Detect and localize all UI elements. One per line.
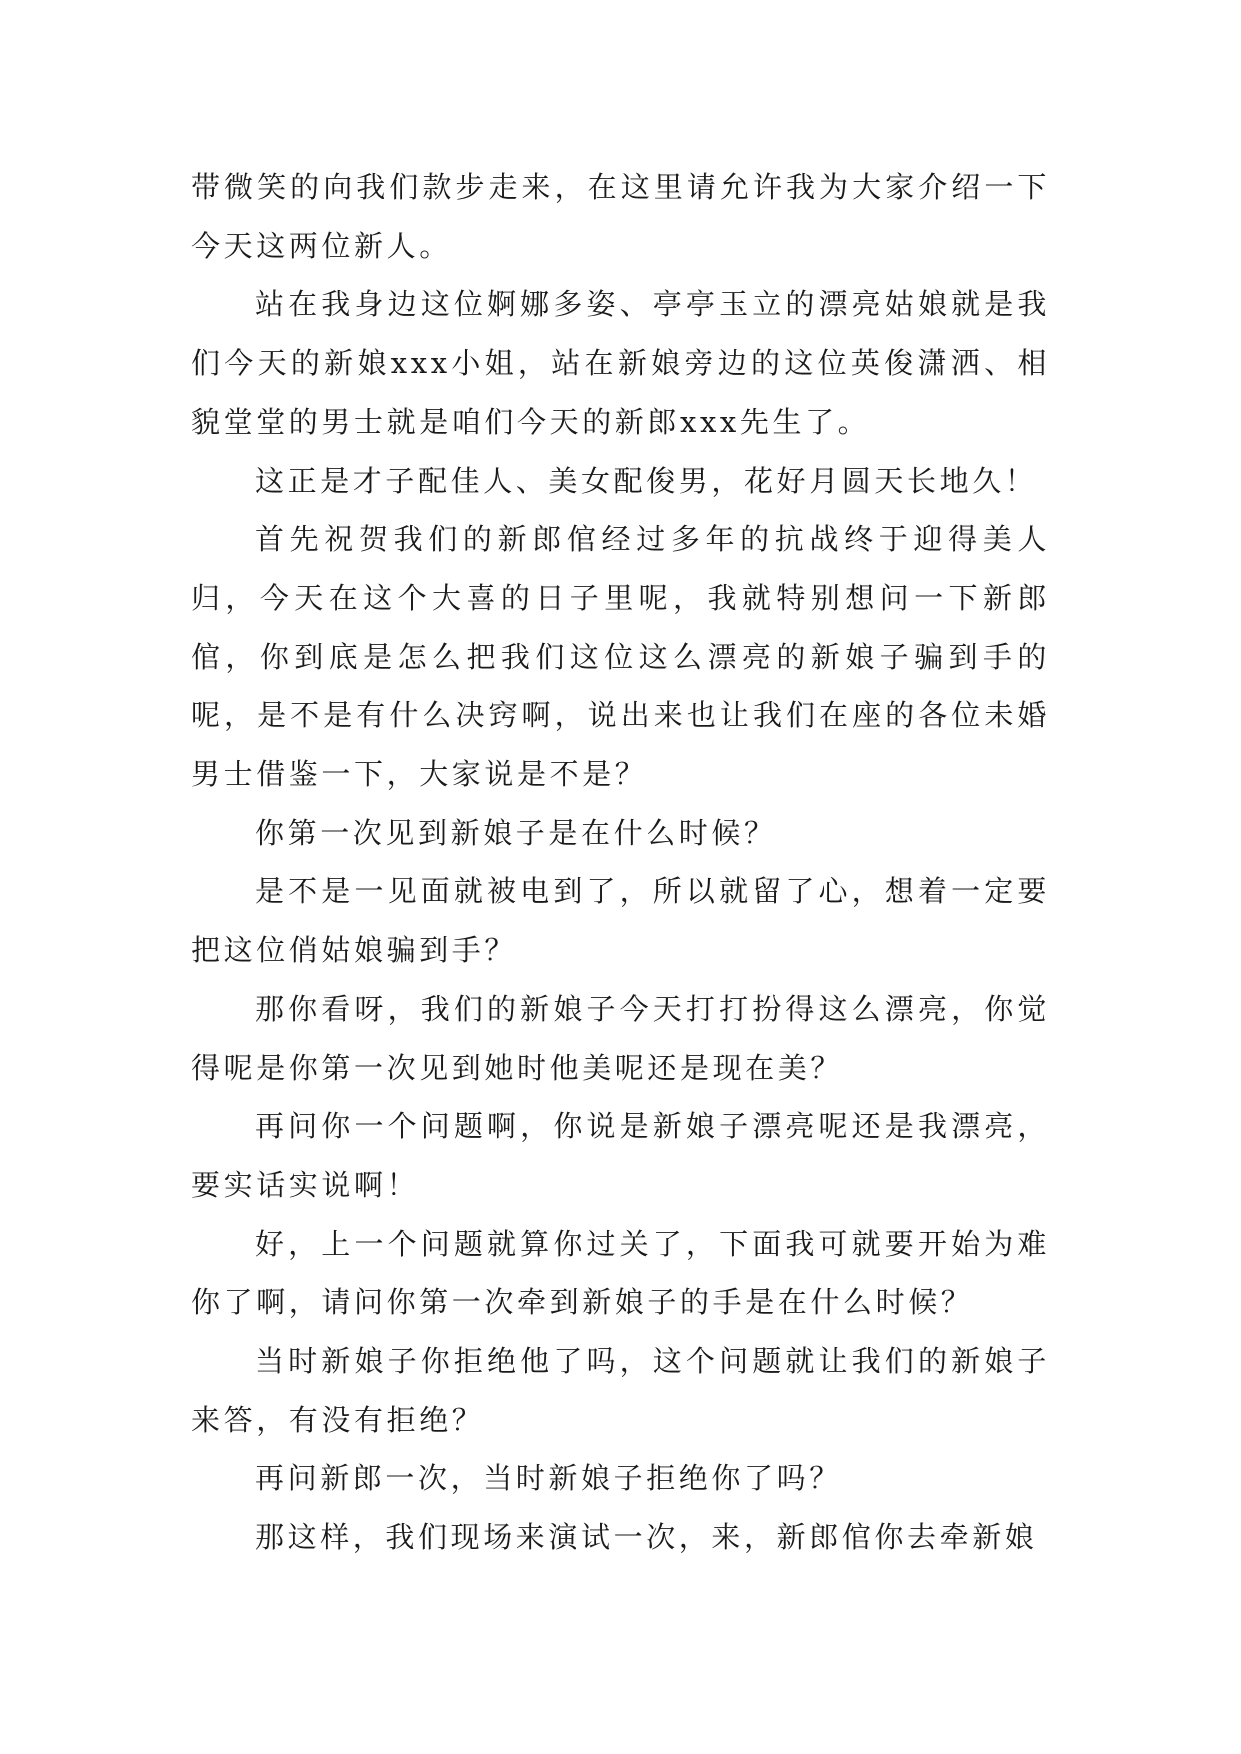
paragraph: 再问新郎一次，当时新娘子拒绝你了吗？ <box>255 1461 842 1496</box>
paragraph: 你第一次见到新娘子是在什么时候？ <box>255 815 777 850</box>
paragraph: 再问你一个问题啊，你说是新娘子漂亮呢还是我漂亮，要实话实说啊！ <box>191 1109 1050 1202</box>
paragraph: 好，上一个问题就算你过关了，下面我可就要开始为难你了啊，请问你第一次牵到新娘子的手是在什么时候？ <box>191 1226 1050 1320</box>
paragraph: 这正是才子配佳人、美女配俊男，花好月圆天长地久！ <box>255 463 1038 498</box>
document-body <box>191 158 1050 1567</box>
paragraph: 那你看呀，我们的新娘子今天打打扮得这么漂亮，你觉得呢是你第一次见到她时他美呢还是现在美？ <box>191 991 1050 1085</box>
paragraph: 当时新娘子你拒绝他了吗，这个问题就让我们的新娘子来答，有没有拒绝？ <box>191 1344 1050 1437</box>
paragraph: 首先祝贺我们的新郎倌经过多年的抗战终于迎得美人归，今天在这个大喜的日子里呢，我就特别想问一下新郎倌，你到底是怎么把我们这位这么漂亮的新娘子骗到手的呢，是不是有什么决窍啊，说出来也让我们在座的各位未婚男士借鉴一下，大家说是不是？ <box>191 522 1050 792</box>
paragraph: 是不是一见面就被电到了，所以就留了心，想着一定要把这位俏姑娘骗到手？ <box>191 874 1050 968</box>
paragraph: 站在我身边这位婀娜多姿、亭亭玉立的漂亮姑娘就是我们今天的新娘xxx小姐，站在新娘旁边的这位英俊潇洒、相貌堂堂的男士就是咱们今天的新郎xxx先生了。 <box>191 287 1050 439</box>
paragraph: 那这样，我们现场来演试一次，来，新郎倌你去牵新娘 <box>255 1520 1038 1555</box>
paragraph: 带微笑的向我们款步走来，在这里请允许我为大家介绍一下今天这两位新人。 <box>191 170 1050 263</box>
